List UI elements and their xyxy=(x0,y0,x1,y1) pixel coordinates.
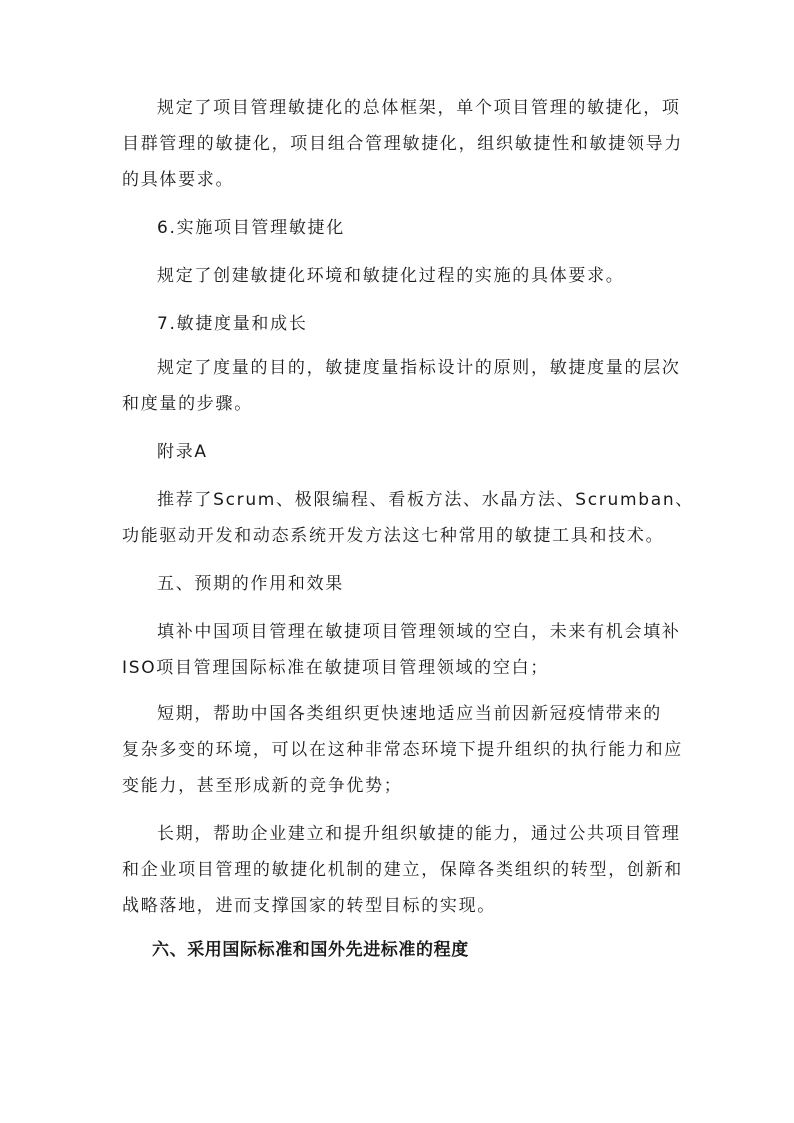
section-heading-6-bold: 六、采用国际标准和国外先进标准的程度 xyxy=(152,940,469,960)
text-line: 规定了创建敏捷化环境和敏捷化过程的实施的具体要求。 xyxy=(157,266,625,286)
text-line: 战略落地，进而支撑国家的转型目标的实现。 xyxy=(122,896,496,916)
text-line: 短期，帮助中国各类组织更快速地适应当前因新冠疫情带来的 xyxy=(157,704,662,724)
text-line: 目群管理的敏捷化，项目组合管理敏捷化，组织敏捷性和敏捷领导力 xyxy=(122,134,683,154)
text-line: 长期，帮助企业建立和提升组织敏捷的能力，通过公共项目管理 xyxy=(157,824,681,844)
text-line: 复杂多变的环境，可以在这种非常态环境下提升组织的执行能力和应 xyxy=(122,740,683,760)
text-line: 和度量的步骤。 xyxy=(122,394,253,414)
text-line: 功能驱动开发和动态系统开发方法这七种常用的敏捷工具和技术。 xyxy=(122,526,665,546)
section-heading-5: 五、预期的作用和效果 xyxy=(157,574,344,594)
text-line: 规定了项目管理敏捷化的总体框架，单个项目管理的敏捷化，项 xyxy=(157,98,681,118)
text-line: 和企业项目管理的敏捷化机制的建立，保障各类组织的转型，创新和 xyxy=(122,860,683,880)
section-heading-7: 7.敏捷度量和成长 xyxy=(157,314,308,334)
text-line: 填补中国项目管理在敏捷项目管理领域的空白，未来有机会填补 xyxy=(157,622,681,642)
text-line: 变能力，甚至形成新的竞争优势； xyxy=(122,776,403,796)
appendix-heading: 附录A xyxy=(157,442,208,462)
text-line: 推荐了Scrum、极限编程、看板方法、水晶方法、Scrumban、 xyxy=(157,490,695,510)
section-heading-6: 6.实施项目管理敏捷化 xyxy=(157,218,345,238)
text-line: ISO项目管理国际标准在敏捷项目管理领域的空白； xyxy=(122,658,549,678)
text-line: 规定了度量的目的，敏捷度量指标设计的原则，敏捷度量的层次 xyxy=(157,358,681,378)
text-line: 的具体要求。 xyxy=(122,170,235,190)
